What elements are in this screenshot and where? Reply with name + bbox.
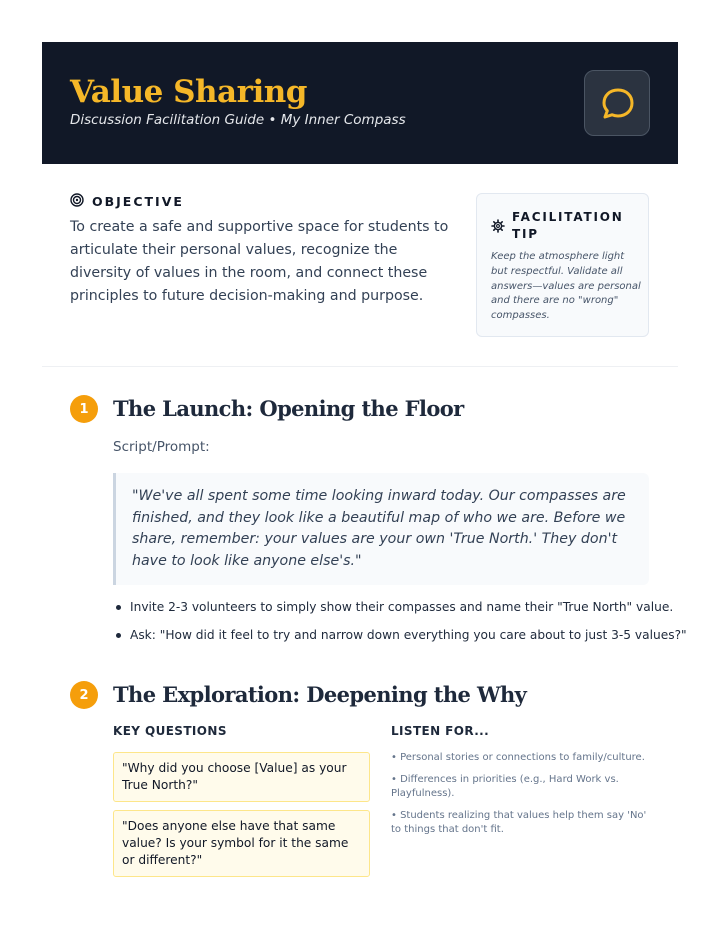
objective-label: OBJECTIVE [92,194,184,209]
section-title: The Exploration: Deepening the Why [113,682,527,707]
page-subtitle: Discussion Facilitation Guide • My Inner Compass [70,112,406,128]
list-item: • Differences in priorities (e.g., Hard Work vs. Playfulness). [391,773,619,799]
key-questions-heading: KEY QUESTIONS [113,724,227,738]
list-item: Ask: "How did it feel to try and narrow down everything you care about to just 3-5 values?" [113,627,673,644]
list-item: Invite 2-3 volunteers to simply show their compasses and name their "True North" value. [113,599,673,616]
step-number-badge: 2 [70,681,98,709]
tip-title: FACILITATION TIP [512,210,624,241]
objective-heading [70,193,184,210]
list-item: • Personal stories or connections to family/culture. [391,752,645,763]
page-title: Value Sharing [70,74,307,110]
quote-text: "We've all spent some time looking inward today. Our compasses are finished, and they look like a beautiful map of who we are. Before we share, remember: your values are your own 'True North.' They don't have to look like anyone else's." [132,488,626,569]
step-number-badge: 1 [70,395,98,423]
listen-for-list [391,751,651,845]
gear-icon [491,218,505,243]
objective-text: To create a safe and supportive space for students to articulate their personal values, recognize the diversity of values in the room, and connect these principles to future decision-making and purpose. [70,219,449,304]
script-label: Script/Prompt: [113,439,210,455]
section-divider [42,366,678,367]
tip-heading [491,209,622,243]
chat-bubble-icon [584,70,650,136]
key-question-card: "Does anyone else have that same value? Is your symbol for it the same or different?" [113,810,370,877]
target-icon [70,193,84,210]
list-item: • Students realizing that values help them say 'No' to things that don't fit. [391,809,647,835]
listen-for-heading: LISTEN FOR... [391,724,490,738]
script-quote [113,473,649,585]
tip-text: Keep the atmosphere light but respectful. Validate all answers—values are personal and there are no "wrong" compasses. [491,251,641,322]
launch-bullet-list [113,599,687,655]
section-title: The Launch: Opening the Floor [113,396,464,421]
key-question-card: "Why did you choose [Value] as your True North?" [113,752,370,802]
facilitation-tip-card [476,193,649,337]
header-banner [42,42,678,164]
